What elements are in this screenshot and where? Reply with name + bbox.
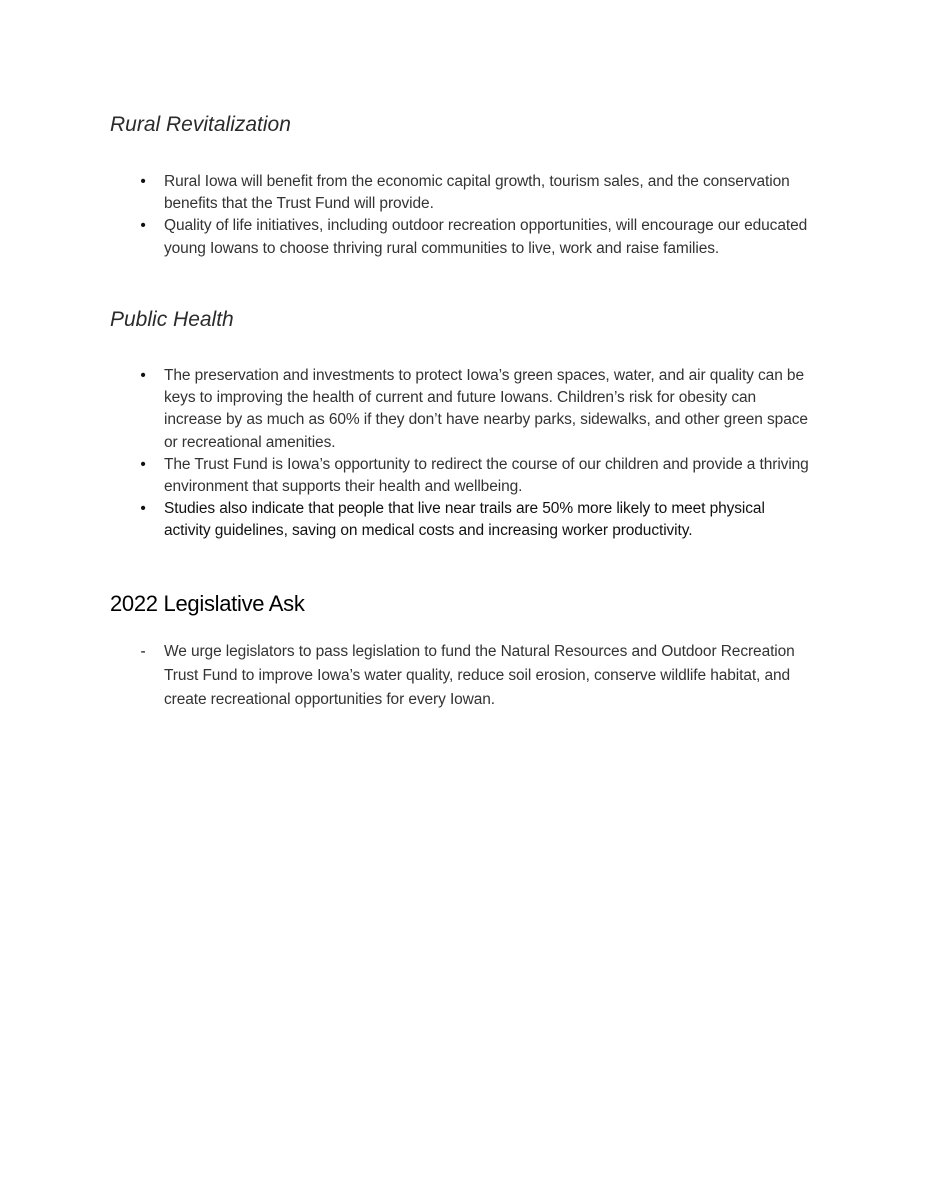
bullet-icon: • — [140, 217, 146, 235]
section-title-public-health: Public Health — [110, 308, 234, 331]
dash-icon: - — [140, 643, 146, 660]
list-item-text: The Trust Fund is Iowa’s opportunity to redirect the course of our children and provide a thriving environment that supports their health and wellbeing. — [164, 455, 809, 496]
list-item — [0, 498, 814, 542]
bullet-icon: • — [140, 455, 146, 473]
list-item — [0, 640, 804, 712]
list-item-text: We urge legislators to pass legislation to fund the Natural Resources and Outdoor Recreation Trust Fund to improve Iowa’s water quality, reduce soil erosion, conserve wildlife habitat, and create recreational opportunities for every Iowan. — [164, 643, 795, 708]
bullet-icon: • — [140, 173, 146, 190]
bullet-icon: • — [140, 367, 146, 384]
legislative-ask-heading: 2022 Legislative Ask — [110, 591, 305, 616]
section-title-rural-revitalization: Rural Revitalization — [110, 113, 291, 136]
list-item-text: Quality of life initiatives, including outdoor recreation opportunities, will encourage our educated young Iowans to choose thriving rural communities to live, work and raise families. — [164, 217, 808, 257]
list-item-text: Studies also indicate that people that live near trails are 50% more likely to meet physical activity guidelines, saving on medical costs and increasing worker productivity. — [164, 500, 765, 540]
bullet-icon: • — [140, 500, 146, 518]
list-item — [0, 215, 814, 259]
list-item — [0, 454, 814, 498]
list-item — [0, 365, 814, 454]
public-health-list — [0, 365, 927, 543]
rural-revitalization-list — [0, 171, 927, 260]
list-item-text: Rural Iowa will benefit from the economic capital growth, tourism sales, and the conservation benefits that the Trust Fund will provide. — [164, 173, 790, 213]
list-item-text: The preservation and investments to protect Iowa’s green spaces, water, and air quality can be keys to improving the health of current and future Iowans. Children’s risk for obesity can increase by as much as 60% if they don’t have nearby parks, sidewalks, and other green space or recreational amenities. — [164, 367, 808, 451]
legislative-ask-list — [0, 640, 927, 712]
list-item — [0, 171, 814, 215]
